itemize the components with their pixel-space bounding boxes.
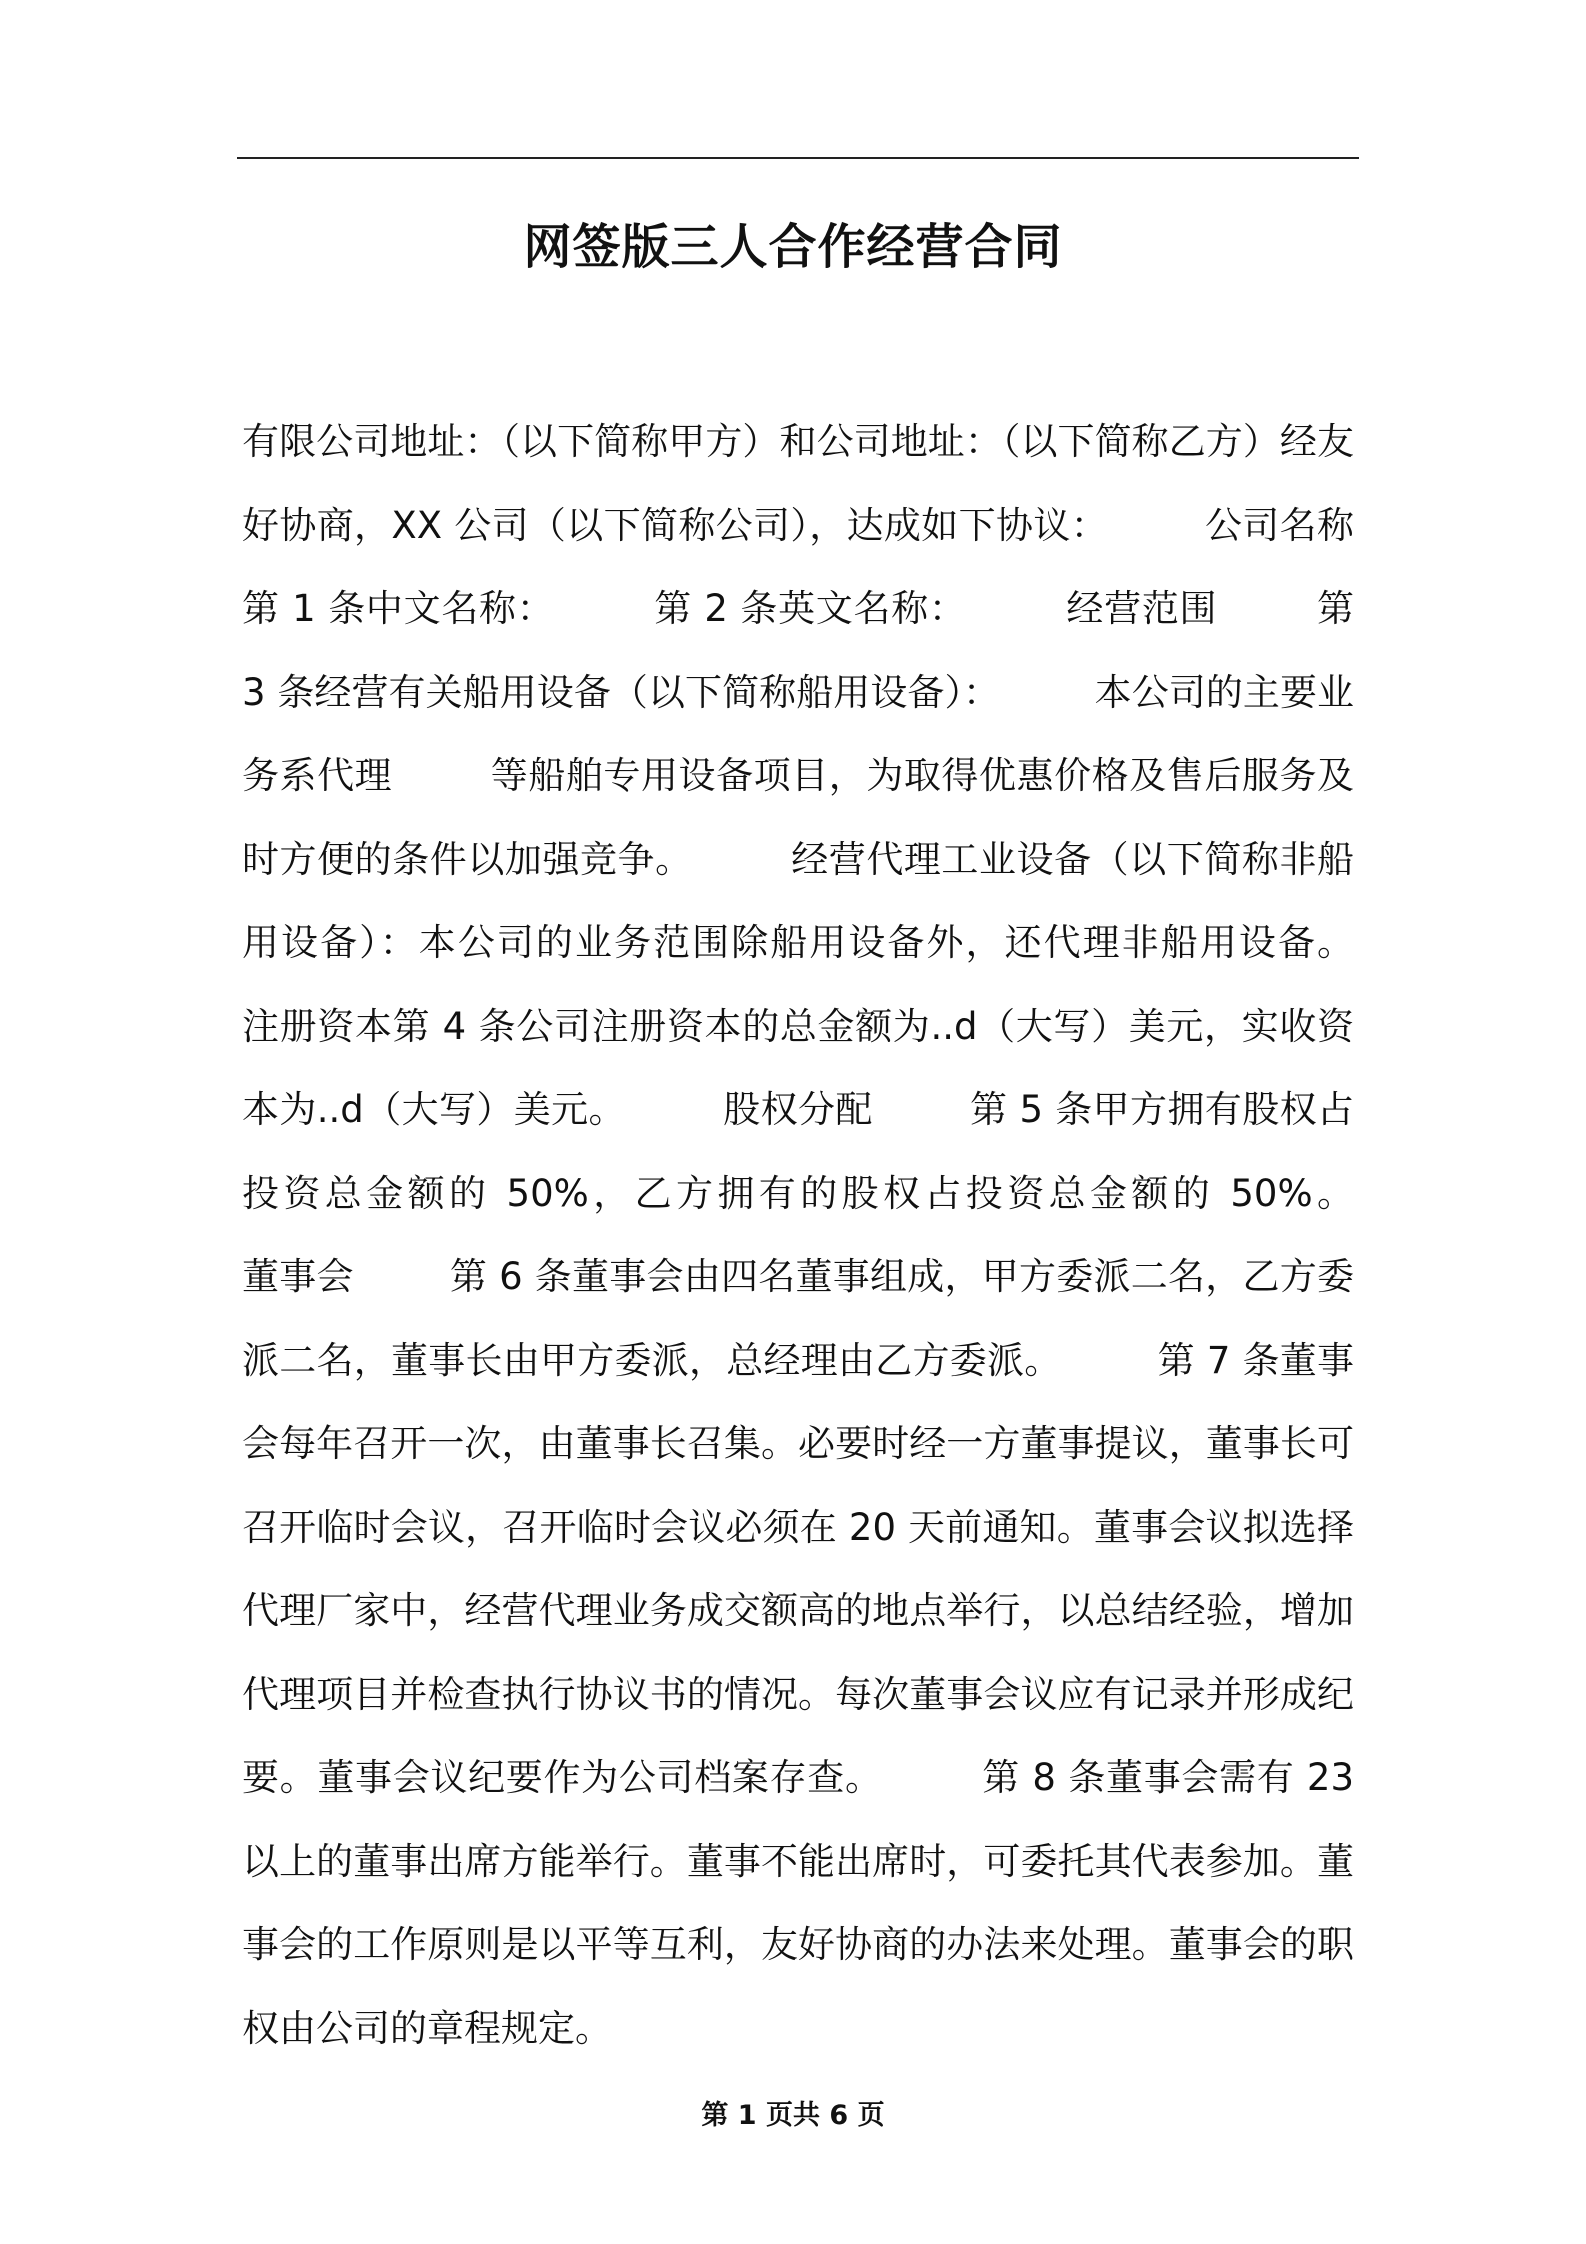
contract-body-text: 有限公司地址：（以下简称甲方）和公司地址：（以下简称乙方）经友好协商，XX 公司（以下简称公司），达成如下协议： 公司名称第 1 条中文名称： 第 2 条英文名称： 经营范围 第 3 条经营有关船用设备（以下简称船用设备）： 本公司的主要业务系代理 等船舶专用设备项目，为取得优惠价格及售后服务及时方便的条件以加强竞争。 经营代理工业设备（以下简称非船用设备）：本公司的业务范围除船用设备外，还代理非船用设备。 注册资本第 4 条公司注册资本的总金额为..d（大写）美元，实收资本为..d（大写）美元。 股权分配 第 5 条甲方拥有股权占投资总金额的 50%，乙方拥有的股权占投资总金额的 50%。 董事会 第 6 条董事会由四名董事组成，甲方委派二名，乙方委派二名，董事长由甲方委派，总经理由乙方委派。 第 7 条董事会每年召开一次，由董事长召集。必要时经一方董事提议，董事长可召开临时会议，召开临时会议必须在 20 天前通知。董事会议拟选择代理厂家中，经营代理业务成交额高的地点举行，以总结经验，增加代理项目并检查执行协议书的情况。每次董事会议应有记录并形成纪要。董事会议纪要作为公司档案存查。 第 8 条董事会需有 23 以上的董事出席方能举行。董事不能出席时，可委托其代表参加。董事会的工作原则是以平等互利，友好协商的办法来处理。董事会的职权由公司的章程规定。 — [242, 420, 1449, 2050]
header-rule — [237, 157, 1359, 159]
page-title: 网签版三人合作经营合同 — [523, 219, 1063, 275]
page-number-footer: 第 1 页共 6 页 — [701, 2100, 885, 2131]
